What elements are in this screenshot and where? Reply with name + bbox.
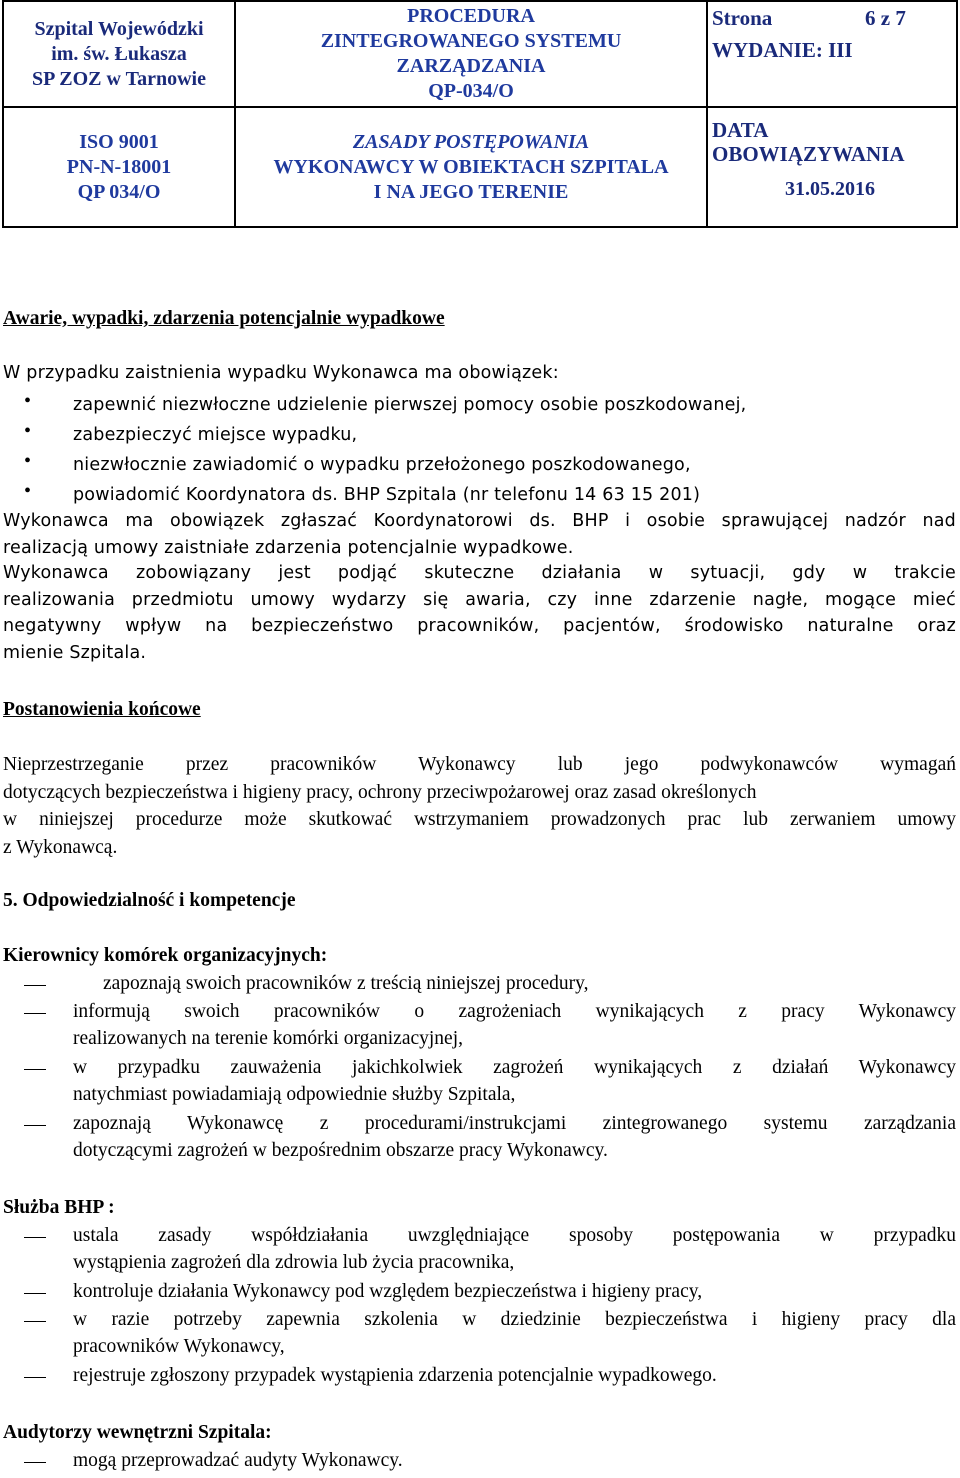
- dash-icon: [24, 1293, 46, 1294]
- list-item: niezwłocznie zawiadomić o wypadku przełożonego poszkodowanego,: [73, 455, 691, 475]
- section-heading-final: Postanowienia końcowe: [3, 699, 201, 720]
- list-item: kontroluje działania Wykonawcy pod względem bezpieczeństwa i higieny pracy,: [73, 1281, 703, 1302]
- paragraph-emergency-action: Wykonawca zobowiązany jest podjąć skuteczne działania w sytuacji, gdy w trakcie realizowania przedmiotu umowy wydarzy się awaria, czy inne zdarzenie nagłe, mogące mieć negatywny wpływ na bezpieczeństwo pracowników, pacjentów, środowisko naturalne oraz mienie Szpitala.: [3, 563, 956, 663]
- dash-icon: [24, 1321, 46, 1322]
- hospital-name: Szpital Wojewódzki im. św. Łukasza SP ZOZ w Tarnowie: [32, 17, 206, 90]
- dash-icon: [24, 1013, 46, 1014]
- dash-icon: [24, 1125, 46, 1126]
- list-item: zapewnić niezwłoczne udzielenie pierwszej pomocy osobie poszkodowanej,: [73, 395, 747, 415]
- page-label: Strona: [712, 6, 773, 30]
- paragraph-report-obligation: Wykonawca ma obowiązek zgłaszać Koordynatorowi ds. BHP i osobie sprawującej nadzór nad realizacją umowy zaistniałe zdarzenia potencjalnie wypadkowe.: [3, 511, 956, 558]
- list-item: mogą przeprowadzać audyty Wykonawcy.: [73, 1450, 403, 1471]
- validity-label: DATA OBOWIĄZYWANIA: [712, 118, 905, 166]
- list-item: ustala zasady współdziałania uwzględniające sposoby postępowania w przypadku wystąpienia zagrożeń dla zdrowia lub życia pracownika,: [73, 1225, 956, 1273]
- page-number: 6 z 7: [865, 6, 906, 30]
- list-item: zapoznają Wykonawcę z procedurami/instrukcjami zintegrowanego systemu zarządzania dotyczącymi zagrożeń w bezpośrednim obszarze pracy Wykonawcy.: [73, 1113, 956, 1161]
- section-heading-responsibility: 5. Odpowiedzialność i kompetencje: [3, 890, 296, 911]
- list-item: informują swoich pracowników o zagrożeniach wynikających z pracy Wykonawcy realizowanych na terenie komórki organizacyjnej,: [73, 1001, 956, 1049]
- subheading-managers: Kierownicy komórek organizacyjnych:: [3, 945, 328, 966]
- dash-icon: [24, 1237, 46, 1238]
- list-item: w przypadku zauważenia jakichkolwiek zagrożeń wynikających z działań Wykonawcy natychmiast powiadamiają odpowiednie służby Szpitala,: [73, 1057, 956, 1105]
- edition: WYDANIE: III: [712, 38, 853, 62]
- iso-standards: ISO 9001 PN-N-18001 QP 034/O: [66, 130, 172, 203]
- bullet-icon: •: [24, 420, 32, 442]
- dash-icon: [24, 1462, 46, 1463]
- bullet-icon: •: [24, 450, 32, 472]
- list-item: zabezpieczyć miejsce wypadku,: [73, 425, 358, 445]
- dash-icon: [24, 985, 46, 986]
- section-heading-accidents: Awarie, wypadki, zdarzenia potencjalnie wypadkowe: [3, 308, 445, 329]
- bullet-icon: •: [24, 390, 32, 412]
- accidents-intro: W przypadku zaistnienia wypadku Wykonawca ma obowiązek:: [3, 363, 559, 383]
- validity-date: 31.05.2016: [785, 178, 875, 200]
- dash-icon: [24, 1069, 46, 1070]
- paragraph-final-provisions: Nieprzestrzeganie przez pracowników Wykonawcy lub jego podwykonawców wymagań dotyczących bezpieczeństwa i higieny pracy, ochrony przeciwpożarowej oraz zasad określonych w niniejszej procedurze może skutkować wstrzymaniem prowadzonych prac lub zerwaniem umowy z Wykonawcą.: [3, 754, 956, 858]
- procedure-title: PROCEDURA ZINTEGROWANEGO SYSTEMU ZARZĄDZANIA QP-034/O: [320, 5, 622, 102]
- bullet-icon: •: [24, 480, 32, 502]
- list-item: powiadomić Koordynatora ds. BHP Szpitala (nr telefonu 14 63 15 201): [73, 485, 701, 505]
- list-item: zapoznają swoich pracowników z treścią niniejszej procedury,: [103, 973, 589, 994]
- subheading-bhp: Służba BHP :: [3, 1197, 115, 1218]
- subheading-auditors: Audytorzy wewnętrzni Szpitala:: [3, 1422, 272, 1443]
- rules-title: ZASADY POSTĘPOWANIA WYKONAWCY W OBIEKTACH SZPITALA I NA JEGO TERENIE: [273, 130, 669, 203]
- list-item: w razie potrzeby zapewnia szkolenia w dziedzinie bezpieczeństwa i higieny pracy dla pracowników Wykonawcy,: [73, 1309, 956, 1357]
- dash-icon: [24, 1377, 46, 1378]
- list-item: rejestruje zgłoszony przypadek wystąpienia zdarzenia potencjalnie wypadkowego.: [73, 1365, 717, 1386]
